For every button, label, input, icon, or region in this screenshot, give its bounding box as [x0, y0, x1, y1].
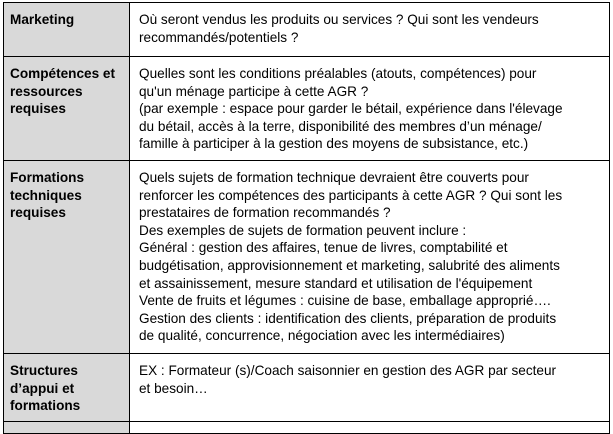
row-text-line: prestataires de formation recommandés ? — [139, 205, 391, 221]
row-content-cell — [130, 57, 610, 160]
row-text-line: Quelles sont les conditions préalables (atouts, compétences) pour — [139, 66, 537, 81]
row-text-line: Quels sujets de formation technique devraient être couverts pour — [139, 170, 529, 185]
activity-table — [3, 2, 610, 434]
row-label-cell — [4, 422, 130, 433]
row-text-line: Vente de fruits et légumes : cuisine de base, emballage approprié…. — [139, 293, 551, 309]
row-label: Marketing — [10, 12, 75, 27]
row-text-line: Où seront vendus les produits ou services ? Qui sont les vendeurs — [139, 12, 539, 27]
row-label-cell — [4, 354, 130, 421]
row-text-line: budgétisation, approvisionnement et marketing, salubrité des aliments — [139, 257, 560, 273]
table-row-partial — [4, 422, 610, 434]
row-content-cell — [130, 3, 610, 56]
row-text-line: du bétail, accès à la terre, disponibilité des membres d’un ménage/ — [139, 118, 542, 134]
row-text-line: famille à participer à la gestion des moyens de subsistance, etc.) — [139, 136, 529, 152]
row-text-line: qu'un ménage participe à cette AGR ? — [139, 83, 369, 99]
row-text-line: et besoin… — [139, 380, 208, 396]
row-label: Compétences et — [10, 66, 116, 81]
row-label: requises — [10, 101, 66, 117]
table-row-structures — [4, 354, 610, 422]
row-label-cell — [4, 3, 130, 56]
table-row-marketing — [4, 3, 610, 57]
row-text-line: renforcer les compétences des participants à cette AGR ? Qui sont les — [139, 187, 563, 203]
row-content-cell — [130, 354, 610, 421]
row-text-line: de qualité, concurrence, négociation avec les intermédiaires) — [139, 328, 505, 344]
row-label: Structures — [10, 363, 78, 378]
row-label: Formations — [10, 170, 85, 185]
row-label: ressources — [10, 83, 83, 99]
row-content-cell — [130, 422, 610, 433]
row-content-cell — [130, 161, 610, 353]
row-text-line: Général : gestion des affaires, tenue de livres, comptabilité et — [139, 240, 508, 256]
row-label-cell — [4, 57, 130, 160]
row-text-line: EX : Formateur (s)/Coach saisonnier en gestion des AGR par secteur — [139, 363, 557, 378]
row-label-cell — [4, 161, 130, 353]
row-text-line: recommandés/potentiels ? — [139, 29, 299, 45]
row-text-line: Gestion des clients : identification des clients, préparation de produits — [139, 310, 557, 326]
table-row-competences — [4, 57, 610, 161]
row-label: requises — [10, 205, 66, 221]
row-label: techniques — [10, 187, 82, 203]
table-row-formations — [4, 161, 610, 354]
row-label: d’appui et — [10, 380, 75, 396]
row-text-line: (par exemple : espace pour garder le bétail, expérience dans l'élevage — [139, 101, 563, 117]
row-label: formations — [10, 398, 81, 414]
row-text-line: Des exemples de sujets de formation peuvent inclure : — [139, 222, 467, 238]
row-text-line: et assainissement, mesure standard et utilisation de l'équipement — [139, 275, 533, 291]
